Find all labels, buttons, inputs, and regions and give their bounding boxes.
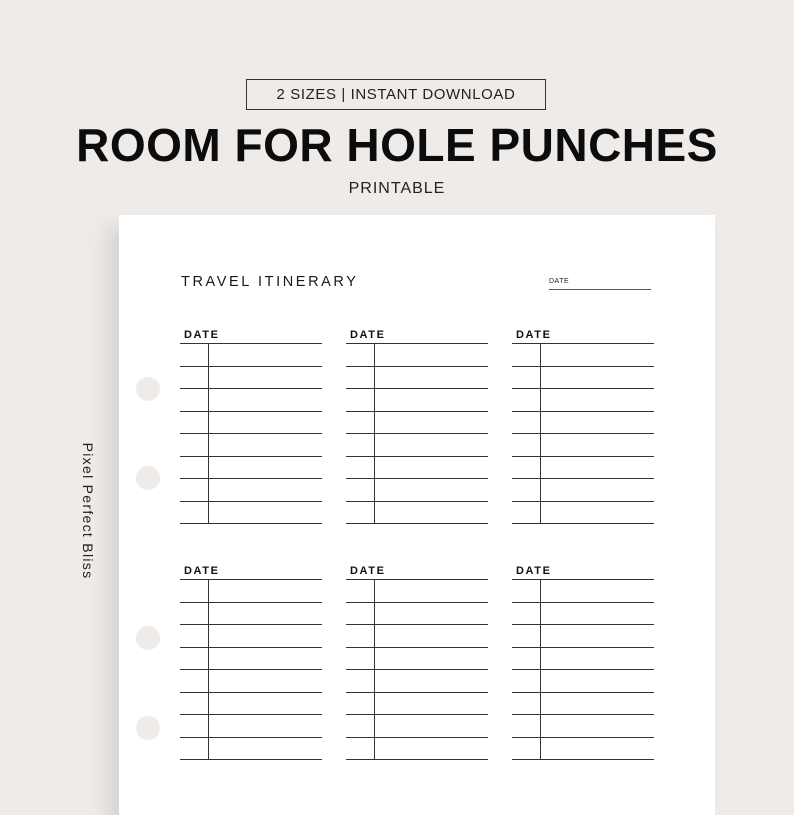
day-block — [180, 565, 322, 765]
ruled-line — [346, 343, 488, 344]
day-block-date-label: DATE — [350, 329, 386, 341]
ruled-line — [512, 456, 654, 457]
ruled-line — [346, 456, 488, 457]
ruled-line — [180, 647, 322, 648]
ruled-line — [346, 433, 488, 434]
ruled-line — [180, 669, 322, 670]
hole-punch-icon — [136, 377, 160, 401]
day-block — [512, 565, 654, 765]
brand-watermark: Pixel Perfect Bliss — [80, 442, 96, 580]
ruled-line — [180, 579, 322, 580]
day-block-date-label: DATE — [184, 565, 220, 577]
day-block-date-label: DATE — [516, 565, 552, 577]
ruled-line — [346, 624, 488, 625]
ruled-line — [512, 366, 654, 367]
ruled-line — [180, 456, 322, 457]
ruled-line — [180, 501, 322, 502]
ruled-line — [512, 411, 654, 412]
subtitle: PRINTABLE — [348, 180, 446, 197]
day-block-date-label: DATE — [184, 329, 220, 341]
size-badge: 2 SIZES | INSTANT DOWNLOAD — [246, 79, 546, 110]
ruled-line — [346, 523, 488, 524]
ruled-line — [180, 692, 322, 693]
hole-punch-icon — [136, 626, 160, 650]
ruled-line — [512, 669, 654, 670]
time-column-divider — [374, 344, 375, 524]
ruled-line — [180, 602, 322, 603]
ruled-line — [512, 433, 654, 434]
planner-sheet — [119, 215, 715, 815]
ruled-line — [346, 714, 488, 715]
ruled-line — [180, 759, 322, 760]
ruled-line — [512, 478, 654, 479]
ruled-line — [346, 411, 488, 412]
ruled-line — [180, 366, 322, 367]
ruled-line — [346, 388, 488, 389]
ruled-line — [180, 478, 322, 479]
ruled-line — [180, 343, 322, 344]
ruled-line — [512, 692, 654, 693]
ruled-line — [512, 624, 654, 625]
ruled-line — [512, 647, 654, 648]
ruled-line — [346, 647, 488, 648]
ruled-line — [180, 388, 322, 389]
time-column-divider — [208, 344, 209, 524]
ruled-line — [346, 478, 488, 479]
ruled-line — [346, 501, 488, 502]
date-field-label: DATE — [549, 278, 570, 285]
ruled-line — [512, 737, 654, 738]
ruled-line — [512, 523, 654, 524]
ruled-line — [512, 501, 654, 502]
ruled-line — [512, 602, 654, 603]
sheet-title: TRAVEL ITINERARY — [181, 274, 359, 290]
day-block — [346, 565, 488, 765]
ruled-line — [180, 737, 322, 738]
day-block-date-label: DATE — [516, 329, 552, 341]
hole-punch-icon — [136, 466, 160, 490]
ruled-line — [180, 714, 322, 715]
ruled-line — [346, 759, 488, 760]
ruled-line — [346, 579, 488, 580]
time-column-divider — [540, 344, 541, 524]
time-column-divider — [540, 580, 541, 760]
day-block — [346, 329, 488, 529]
ruled-line — [180, 624, 322, 625]
time-column-divider — [208, 580, 209, 760]
day-block-date-label: DATE — [350, 565, 386, 577]
ruled-line — [346, 602, 488, 603]
ruled-line — [346, 737, 488, 738]
day-block — [180, 329, 322, 529]
ruled-line — [180, 523, 322, 524]
headline: ROOM FOR HOLE PUNCHES — [76, 119, 718, 171]
ruled-line — [512, 579, 654, 580]
ruled-line — [346, 366, 488, 367]
ruled-line — [346, 669, 488, 670]
ruled-line — [180, 433, 322, 434]
ruled-line — [512, 343, 654, 344]
ruled-line — [346, 692, 488, 693]
time-column-divider — [374, 580, 375, 760]
ruled-line — [512, 388, 654, 389]
ruled-line — [180, 411, 322, 412]
hole-punch-icon — [136, 716, 160, 740]
ruled-line — [512, 714, 654, 715]
day-block — [512, 329, 654, 529]
date-field — [549, 277, 651, 290]
ruled-line — [512, 759, 654, 760]
